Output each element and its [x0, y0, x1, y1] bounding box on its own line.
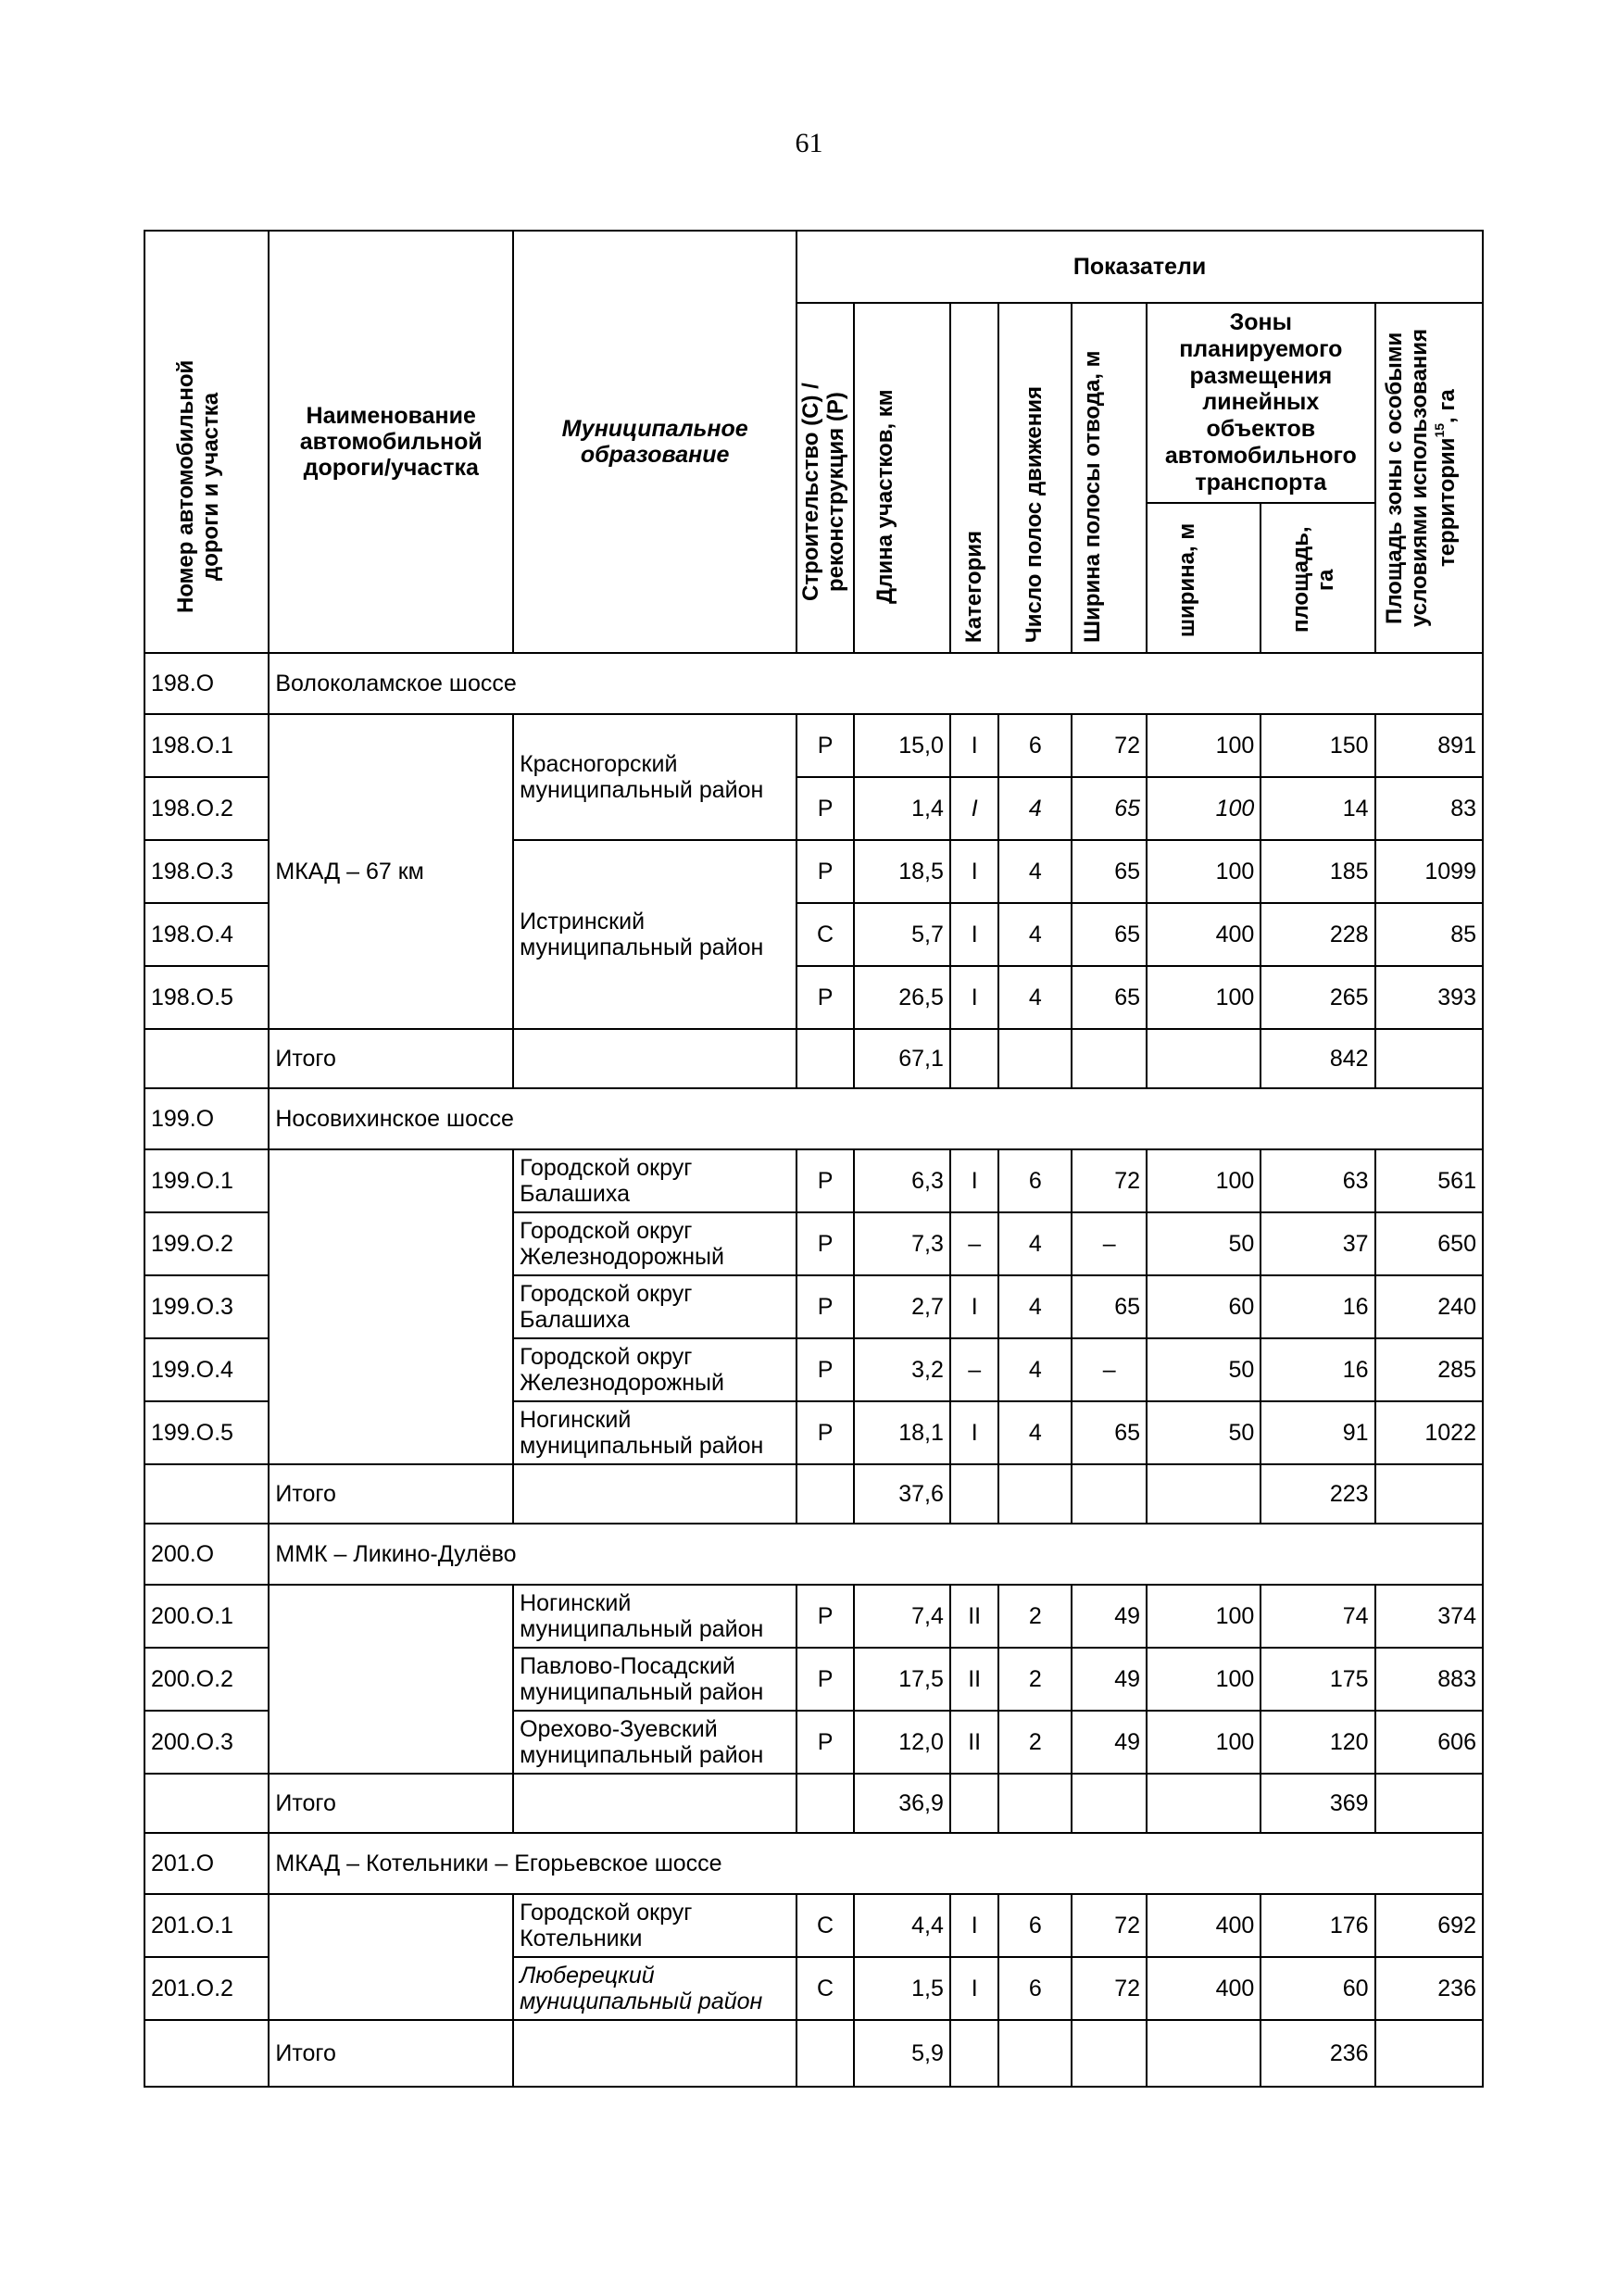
lanes: 4 [998, 777, 1072, 840]
special-zone-area: 692 [1375, 1894, 1483, 1957]
segment-code: 198.О.4 [144, 903, 269, 966]
special-zone-area: 561 [1375, 1149, 1483, 1212]
header-municipality: Муниципальное образование [513, 231, 796, 653]
total-length: 37,6 [854, 1464, 950, 1524]
zone-area: 14 [1261, 777, 1374, 840]
road-code: 201.О [144, 1833, 269, 1894]
length: 1,4 [854, 777, 950, 840]
road-name: Носовихинское шоссе [269, 1088, 1483, 1149]
zone-width: 100 [1147, 1648, 1261, 1711]
category: I [950, 1401, 999, 1464]
segment-code: 198.О.1 [144, 714, 269, 777]
length: 3,2 [854, 1338, 950, 1401]
lanes: 4 [998, 1401, 1072, 1464]
municipality: Городской округ Балашиха [513, 1275, 796, 1338]
construction-type: Р [796, 777, 854, 840]
segment-code: 199.О.1 [144, 1149, 269, 1212]
zone-width: 50 [1147, 1401, 1261, 1464]
total-area: 842 [1261, 1029, 1374, 1088]
lanes: 6 [998, 1894, 1072, 1957]
road-code: 198.О [144, 653, 269, 714]
category: I [950, 966, 999, 1029]
zone-area: 120 [1261, 1711, 1374, 1774]
zone-area: 91 [1261, 1401, 1374, 1464]
total-row [144, 1464, 1483, 1524]
length: 15,0 [854, 714, 950, 777]
zone-area: 265 [1261, 966, 1374, 1029]
header-indicators: Показатели [796, 231, 1483, 303]
header-length: Длина участков, км [854, 303, 950, 653]
construction-type: Р [796, 1275, 854, 1338]
segment-code: 201.О.1 [144, 1894, 269, 1957]
zone-width: 400 [1147, 1957, 1261, 2020]
construction-type: Р [796, 1212, 854, 1275]
road-row-200 [144, 1524, 1483, 1585]
special-zone-area: 606 [1375, 1711, 1483, 1774]
length: 5,7 [854, 903, 950, 966]
special-zone-area: 891 [1375, 714, 1483, 777]
table-header [144, 231, 1483, 653]
lanes: 4 [998, 903, 1072, 966]
length: 17,5 [854, 1648, 950, 1711]
length: 12,0 [854, 1711, 950, 1774]
construction-type: Р [796, 714, 854, 777]
zone-width: 100 [1147, 966, 1261, 1029]
zone-width: 100 [1147, 1149, 1261, 1212]
construction-type: Р [796, 1585, 854, 1648]
municipality: Городской округ Железнодорожный [513, 1212, 796, 1275]
header-special-zone: Площадь зоны с особыми условиями использования территории$^{15}$, га [1375, 303, 1483, 653]
category: I [950, 840, 999, 903]
total-length: 36,9 [854, 1774, 950, 1833]
zone-width: 100 [1147, 1585, 1261, 1648]
special-zone-area: 85 [1375, 903, 1483, 966]
category: – [950, 1338, 999, 1401]
municipality: Павлово-Посадский муниципальный район [513, 1648, 796, 1711]
header-road-name: Наименование автомобильной дороги/участка [269, 231, 513, 653]
construction-type: Р [796, 1338, 854, 1401]
zone-area: 16 [1261, 1275, 1374, 1338]
zone-width: 50 [1147, 1338, 1261, 1401]
row-width: 49 [1072, 1711, 1147, 1774]
special-zone-area: 374 [1375, 1585, 1483, 1648]
row-width: 65 [1072, 966, 1147, 1029]
total-row [144, 2020, 1483, 2087]
total-area: 369 [1261, 1774, 1374, 1833]
length: 4,4 [854, 1894, 950, 1957]
header-lanes: Число полос движения [998, 303, 1072, 653]
zone-area: 150 [1261, 714, 1374, 777]
header-category: Категория [950, 303, 999, 653]
construction-type: Р [796, 1711, 854, 1774]
special-zone-area: 1022 [1375, 1401, 1483, 1464]
length: 1,5 [854, 1957, 950, 2020]
municipality: Орехово-Зуевский муниципальный район [513, 1711, 796, 1774]
total-row [144, 1774, 1483, 1833]
zone-area: 63 [1261, 1149, 1374, 1212]
length: 18,5 [854, 840, 950, 903]
zone-width: 100 [1147, 714, 1261, 777]
lanes: 4 [998, 966, 1072, 1029]
municipality: Городской округ Железнодорожный [513, 1338, 796, 1401]
total-label: Итого [269, 1029, 513, 1088]
road-row-198 [144, 653, 1483, 714]
header-row-width: Ширина полосы отвода, м [1072, 303, 1147, 653]
zone-width: 100 [1147, 777, 1261, 840]
lanes: 6 [998, 1149, 1072, 1212]
municipality: Городской округ Балашиха [513, 1149, 796, 1212]
row-width: 72 [1072, 1149, 1147, 1212]
special-zone-area: 650 [1375, 1212, 1483, 1275]
total-length: 67,1 [854, 1029, 950, 1088]
table-row [144, 1149, 1483, 1212]
municipality: Ногинский муниципальный район [513, 1401, 796, 1464]
zone-area: 37 [1261, 1212, 1374, 1275]
row-width: 72 [1072, 714, 1147, 777]
special-zone-area: 393 [1375, 966, 1483, 1029]
lanes: 2 [998, 1711, 1072, 1774]
category: I [950, 903, 999, 966]
row-width: 65 [1072, 1401, 1147, 1464]
road-name: ММК – Ликино-Дулёво [269, 1524, 1483, 1585]
page-number: 61 [795, 128, 823, 158]
row-width: 65 [1072, 903, 1147, 966]
municipality: Люберецкий муниципальный район [513, 1957, 796, 2020]
length: 2,7 [854, 1275, 950, 1338]
road-row-201 [144, 1833, 1483, 1894]
zone-area: 175 [1261, 1648, 1374, 1711]
total-length: 5,9 [854, 2020, 950, 2087]
lanes: 6 [998, 714, 1072, 777]
construction-type: С [796, 903, 854, 966]
segment-code: 199.О.4 [144, 1338, 269, 1401]
segment-code: 199.О.5 [144, 1401, 269, 1464]
header-construction: Строительство (С) / реконструкция (Р) [796, 303, 854, 653]
road-code: 200.О [144, 1524, 269, 1585]
row-width: – [1072, 1212, 1147, 1275]
header-zone-width: ширина, м [1147, 503, 1261, 653]
road-row-199 [144, 1088, 1483, 1149]
zone-area: 16 [1261, 1338, 1374, 1401]
road-name: Волоколамское шоссе [269, 653, 1483, 714]
row-width: 65 [1072, 1275, 1147, 1338]
row-width: 49 [1072, 1585, 1147, 1648]
zone-area: 60 [1261, 1957, 1374, 2020]
total-area: 223 [1261, 1464, 1374, 1524]
lanes: 2 [998, 1585, 1072, 1648]
table-row [144, 1894, 1483, 1957]
zone-width: 100 [1147, 840, 1261, 903]
total-row [144, 1029, 1483, 1088]
category: I [950, 714, 999, 777]
length: 7,4 [854, 1585, 950, 1648]
segment-code: 198.О.5 [144, 966, 269, 1029]
construction-type: Р [796, 1401, 854, 1464]
zone-area: 228 [1261, 903, 1374, 966]
zone-area: 176 [1261, 1894, 1374, 1957]
category: II [950, 1711, 999, 1774]
row-width: 65 [1072, 777, 1147, 840]
row-width: 72 [1072, 1957, 1147, 2020]
length: 7,3 [854, 1212, 950, 1275]
zone-area: 74 [1261, 1585, 1374, 1648]
construction-type: С [796, 1957, 854, 2020]
segment-code: 200.О.3 [144, 1711, 269, 1774]
header-road-number: Номер автомобильной дороги и участка [144, 231, 269, 653]
special-zone-area: 83 [1375, 777, 1483, 840]
total-label: Итого [269, 1774, 513, 1833]
zone-width: 100 [1147, 1711, 1261, 1774]
municipality: Городской округ Котельники [513, 1894, 796, 1957]
zone-width: 400 [1147, 1894, 1261, 1957]
length: 18,1 [854, 1401, 950, 1464]
zone-width: 50 [1147, 1212, 1261, 1275]
segment-code: 198.О.2 [144, 777, 269, 840]
category: I [950, 1894, 999, 1957]
total-label: Итого [269, 2020, 513, 2087]
construction-type: Р [796, 966, 854, 1029]
municipality: Красногорский муниципальный район [513, 714, 796, 840]
municipality: Ногинский муниципальный район [513, 1585, 796, 1648]
special-zone-area: 1099 [1375, 840, 1483, 903]
special-zone-area: 285 [1375, 1338, 1483, 1401]
row-width: – [1072, 1338, 1147, 1401]
segment-code: 200.О.1 [144, 1585, 269, 1648]
category: I [950, 777, 999, 840]
zone-area: 185 [1261, 840, 1374, 903]
lanes: 4 [998, 1212, 1072, 1275]
length: 26,5 [854, 966, 950, 1029]
header-zone-area: площадь, га [1261, 503, 1374, 653]
category: II [950, 1648, 999, 1711]
construction-type: С [796, 1894, 854, 1957]
segment-code: 199.О.2 [144, 1212, 269, 1275]
special-zone-area: 883 [1375, 1648, 1483, 1711]
lanes: 4 [998, 1275, 1072, 1338]
header-zones: Зоны планируемого размещения линейных объектов автомобильного транспорта [1147, 303, 1375, 503]
construction-type: Р [796, 1648, 854, 1711]
row-width: 49 [1072, 1648, 1147, 1711]
category: I [950, 1149, 999, 1212]
segment-code: 199.О.3 [144, 1275, 269, 1338]
length: 6,3 [854, 1149, 950, 1212]
special-zone-area: 240 [1375, 1275, 1483, 1338]
row-width: 72 [1072, 1894, 1147, 1957]
total-label: Итого [269, 1464, 513, 1524]
lanes: 2 [998, 1648, 1072, 1711]
category: – [950, 1212, 999, 1275]
category: I [950, 1275, 999, 1338]
row-width: 65 [1072, 840, 1147, 903]
total-area: 236 [1261, 2020, 1374, 2087]
road-code: 199.О [144, 1088, 269, 1149]
construction-type: Р [796, 1149, 854, 1212]
table-row [144, 714, 1483, 777]
road-name: МКАД – Котельники – Егорьевское шоссе [269, 1833, 1483, 1894]
roads-table [144, 230, 1484, 2088]
category: I [950, 1957, 999, 2020]
special-zone-area: 236 [1375, 1957, 1483, 2020]
construction-type: Р [796, 840, 854, 903]
municipality: Истринский муниципальный район [513, 840, 796, 1029]
section-name: МКАД – 67 км [269, 714, 513, 1029]
table-row [144, 1585, 1483, 1648]
category: II [950, 1585, 999, 1648]
segment-code: 200.О.2 [144, 1648, 269, 1711]
lanes: 6 [998, 1957, 1072, 2020]
segment-code: 198.О.3 [144, 840, 269, 903]
lanes: 4 [998, 1338, 1072, 1401]
lanes: 4 [998, 840, 1072, 903]
zone-width: 400 [1147, 903, 1261, 966]
segment-code: 201.О.2 [144, 1957, 269, 2020]
table-body [144, 653, 1483, 2087]
zone-width: 60 [1147, 1275, 1261, 1338]
